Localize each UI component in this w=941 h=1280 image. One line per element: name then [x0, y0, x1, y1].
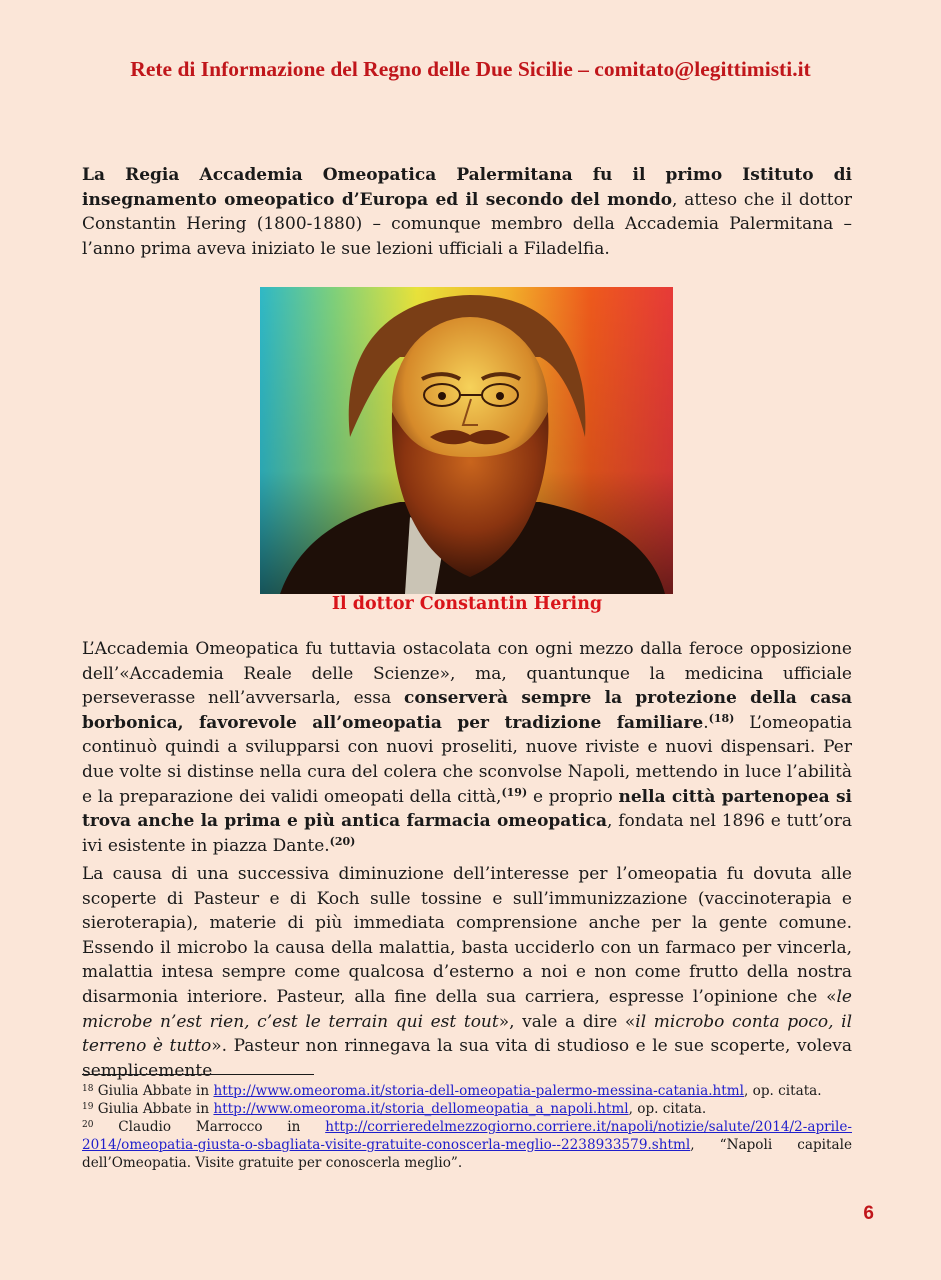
hering-portrait — [260, 287, 673, 594]
footnotes — [82, 1082, 852, 1172]
footnote-ref-18: (18) — [708, 711, 735, 725]
text-run: L’omeopatia continuò quindi a svilupparsi con nuovi proseliti, nuove riviste e nuovi dispensari. Per due volte si distinse nella cura del colera che sconvolse Napoli, mettendo in luce l’abilità e la preparazione dei validi omeopati della città, — [82, 712, 852, 807]
page-number: 6 — [863, 1203, 874, 1224]
footnote-20: $^{20}$ Claudio Marrocco in http://corrieredelmezzogiorno.corriere.it/napoli/notizie/salute/2014/2-aprile-2014/omeopatia-giusta-o-sbagliata-visite-gratuite-conoscerla-meglio--2238933579.shtml, “Napoli capitale dell’Omeopatia. Visite gratuite per conoscerla meglio”. — [82, 1119, 852, 1171]
footnote-ref-19: (19) — [501, 785, 528, 799]
bold-run: conserverà sempre la protezione della casa borbonica, favorevole all’omeopatia per tradizione familiare — [82, 688, 852, 733]
text-run: La causa di una successiva diminuzione dell’interesse per l’omeopatia fu dovuta alle scoperte di Pasteur e di Koch sulle tossine e sull’immunizzazione (vaccinoterapia e sieroterapia), materie di più immediata comprensione anche per la gente comune. Essendo il microbo la causa della malattia, basta ucciderlo con un farmaco per vincerla, malattia intesa sempre come qualcosa d’esterno a noi e non come frutto della nostra disarmonia interiore. Pasteur, alla fine della sua carriera, espresse l’opinione che « — [82, 864, 852, 1007]
text-run: e proprio — [527, 786, 619, 807]
body-paragraph-2 — [82, 862, 852, 1083]
italic-run: il microbo conta poco, il terreno è tutto — [82, 1011, 853, 1057]
page-header: Rete di Informazione del Regno delle Due Sicilie – comitato@legittimisti.it — [130, 57, 811, 81]
body-paragraph-1 — [82, 637, 852, 858]
intro-bold-text: La Regia Accademia Omeopatica Palermitana fu il primo Istituto di insegnamento omeopatico d’Europa ed il secondo del mondo — [82, 165, 852, 210]
footnote-separator — [82, 1074, 314, 1075]
text-run: , fondata nel 1896 e tutt’ora ivi esistente in piazza Dante. — [82, 811, 853, 856]
footnote-18: $^{18}$ Giulia Abbate in http://www.omeoroma.it/storia-dell-omeopatia-palermo-messina-catania.html, op. citata. — [82, 1083, 822, 1099]
intro-paragraph — [82, 163, 852, 261]
text-run: », vale a dire « — [498, 1011, 636, 1032]
footnote-19: $^{19}$ Giulia Abbate in http://www.omeoroma.it/storia_dellomeopatia_a_napoli.html, op. citata. — [82, 1101, 707, 1117]
text-run: L’Accademia Omeopatica fu tuttavia ostacolata con ogni mezzo dalla feroce opposizione dell’«Accademia Reale delle Scienze», ma, quantunque la medicina ufficiale perseverasse nell’avversarla, essa — [82, 639, 852, 709]
portrait-caption: Il dottor Constantin Hering — [331, 594, 603, 614]
footnote-link[interactable]: http://www.omeoroma.it/storia_dellomeopatia_a_napoli.html — [213, 1101, 629, 1117]
text-run: ». Pasteur non rinnegava la sua vita di studioso e le sue scoperte, voleva semplicemente — [82, 1036, 853, 1081]
footnote-link[interactable]: http://corrieredelmezzogiorno.corriere.it/napoli/notizie/salute/2014/2-aprile-2014/omeopatia-giusta-o-sbagliata-visite-gratuite-conoscerla-meglio--2238933579.shtml — [82, 1119, 852, 1153]
text-run: . — [703, 712, 709, 733]
italic-run: le microbe n’est rien, c’est le terrain qui est tout — [82, 986, 852, 1032]
intro-text: , atteso che il dottor Constantin Hering (1800-1880) – comunque membro della Accademia Palermitana – l’anno prima aveva iniziato le sue lezioni ufficiali a Filadelfia. — [82, 189, 852, 259]
footnote-ref-20: (20) — [329, 834, 356, 848]
bold-run: nella città partenopea si trova anche la prima e più antica farmacia omeopatica — [82, 786, 852, 832]
footnote-link[interactable]: http://www.omeoroma.it/storia-dell-omeopatia-palermo-messina-catania.html — [213, 1083, 745, 1099]
